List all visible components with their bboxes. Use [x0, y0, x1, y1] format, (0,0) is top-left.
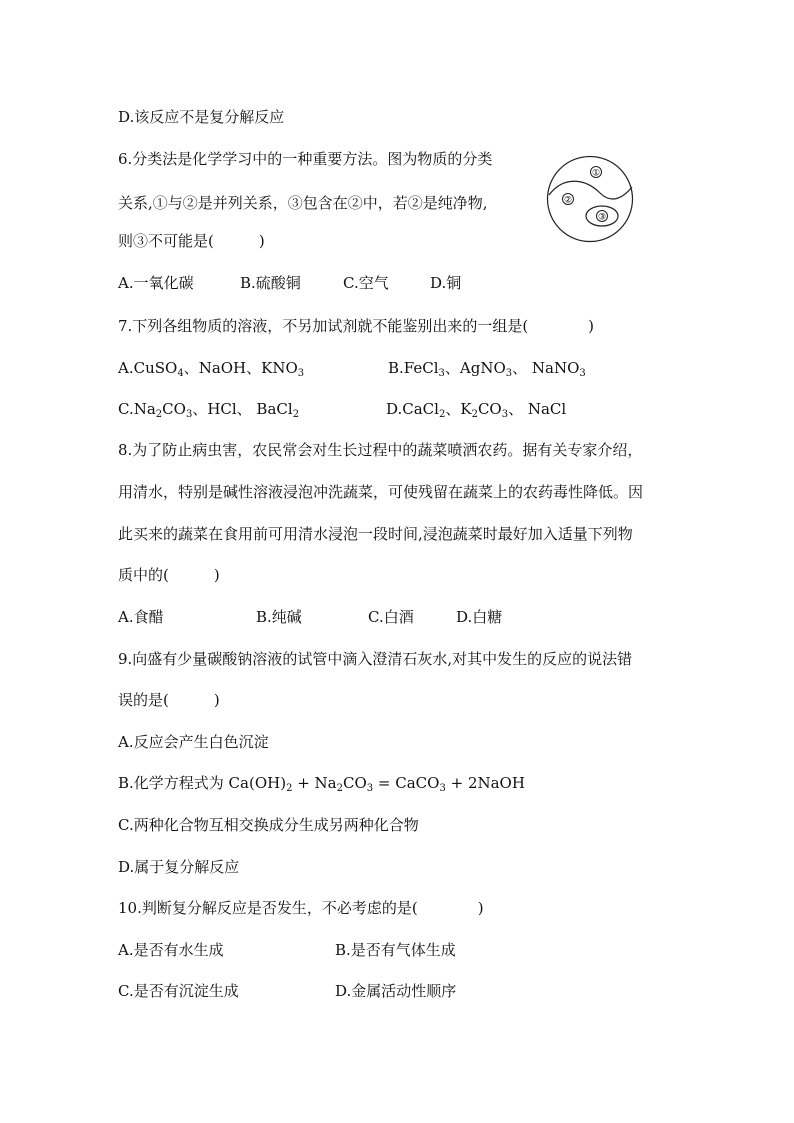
- q8-line-1: 8.为了防止病虫害，农民常会对生长过程中的蔬菜喷洒农药。据有关专家介绍，: [118, 441, 643, 459]
- q8-option-c: C.白酒: [368, 608, 414, 626]
- q9-option-d: D.属于复分解反应: [118, 858, 240, 876]
- q6-option-a: A.一氧化碳: [118, 274, 194, 292]
- q6-option-c: C.空气: [343, 274, 389, 292]
- q10-option-a: A.是否有水生成: [118, 941, 224, 959]
- q10-stem: 10.判断复分解反应是否发生，不必考虑的是( ): [118, 899, 484, 917]
- q6-option-d: D.铜: [430, 274, 462, 292]
- q6-option-b: B.硫酸铜: [240, 274, 301, 292]
- q7-option-d: D.CaCl$_2$、$K_2CO_3$、 NaCl: [386, 400, 567, 420]
- outer-circle: [548, 157, 633, 242]
- q8-line-2: 用清水，特别是碱性溶液浸泡冲洗蔬菜，可使残留在蔬菜上的农药毒性降低。因: [118, 483, 644, 501]
- q8-option-a: A.食醋: [118, 608, 164, 626]
- q9-line-2: 误的是( ): [118, 691, 220, 709]
- q9-option-a: A.反应会产生白色沉淀: [118, 733, 269, 751]
- diagram-label-3: ③: [597, 212, 607, 223]
- q8-line-4: 质中的( ): [118, 566, 220, 584]
- q10-option-c: C.是否有沉淀生成: [118, 982, 239, 1000]
- diagram-label-1: ①: [591, 168, 601, 179]
- q6-line-1: 6.分类法是化学学习中的一种重要方法。图为物质的分类: [118, 150, 493, 168]
- q10-option-d: D.金属活动性顺序: [335, 982, 457, 1000]
- q9-option-c: C.两种化合物互相交换成分生成另两种化合物: [118, 816, 419, 834]
- q6-line-3: 则③不可能是( ): [118, 232, 265, 250]
- classification-diagram: [546, 155, 634, 243]
- q7-option-c: $C.Na_2CO_3$、HCl、 BaCl$_2$: [118, 400, 300, 420]
- q8-option-d: D.白糖: [456, 608, 503, 626]
- q9-line-1: 9.向盛有少量碳酸钠溶液的试管中滴入澄清石灰水,对其中发生的反应的说法错: [118, 650, 633, 668]
- diagram-label-2: ②: [563, 195, 573, 206]
- q10-option-b: B.是否有气体生成: [335, 941, 456, 959]
- q7-stem: 7.下列各组物质的溶液，不另加试剂就不能鉴别出来的一组是( ): [118, 317, 595, 335]
- q5-option-d: D.该反应不是复分解反应: [118, 108, 285, 126]
- q7-option-b: B.FeCl$_3$、AgNO$_3$、 NaNO$_3$: [388, 359, 586, 379]
- q7-option-a: A.CuSO$_4$、NaOH、$KNO_3$: [118, 359, 305, 379]
- q6-line-2: 关系,①与②是并列关系，③包含在②中，若②是纯净物,: [118, 194, 488, 212]
- q9-option-b: B.化学方程式为 $Ca(OH)_2 + Na_2CO_3$ = CaCO$_3$ + 2NaOH: [118, 774, 525, 794]
- q8-option-b: B.纯碱: [256, 608, 302, 626]
- q8-line-3: 此买来的蔬菜在食用前可用清水浸泡一段时间,浸泡蔬菜时最好加入适量下列物: [118, 525, 633, 543]
